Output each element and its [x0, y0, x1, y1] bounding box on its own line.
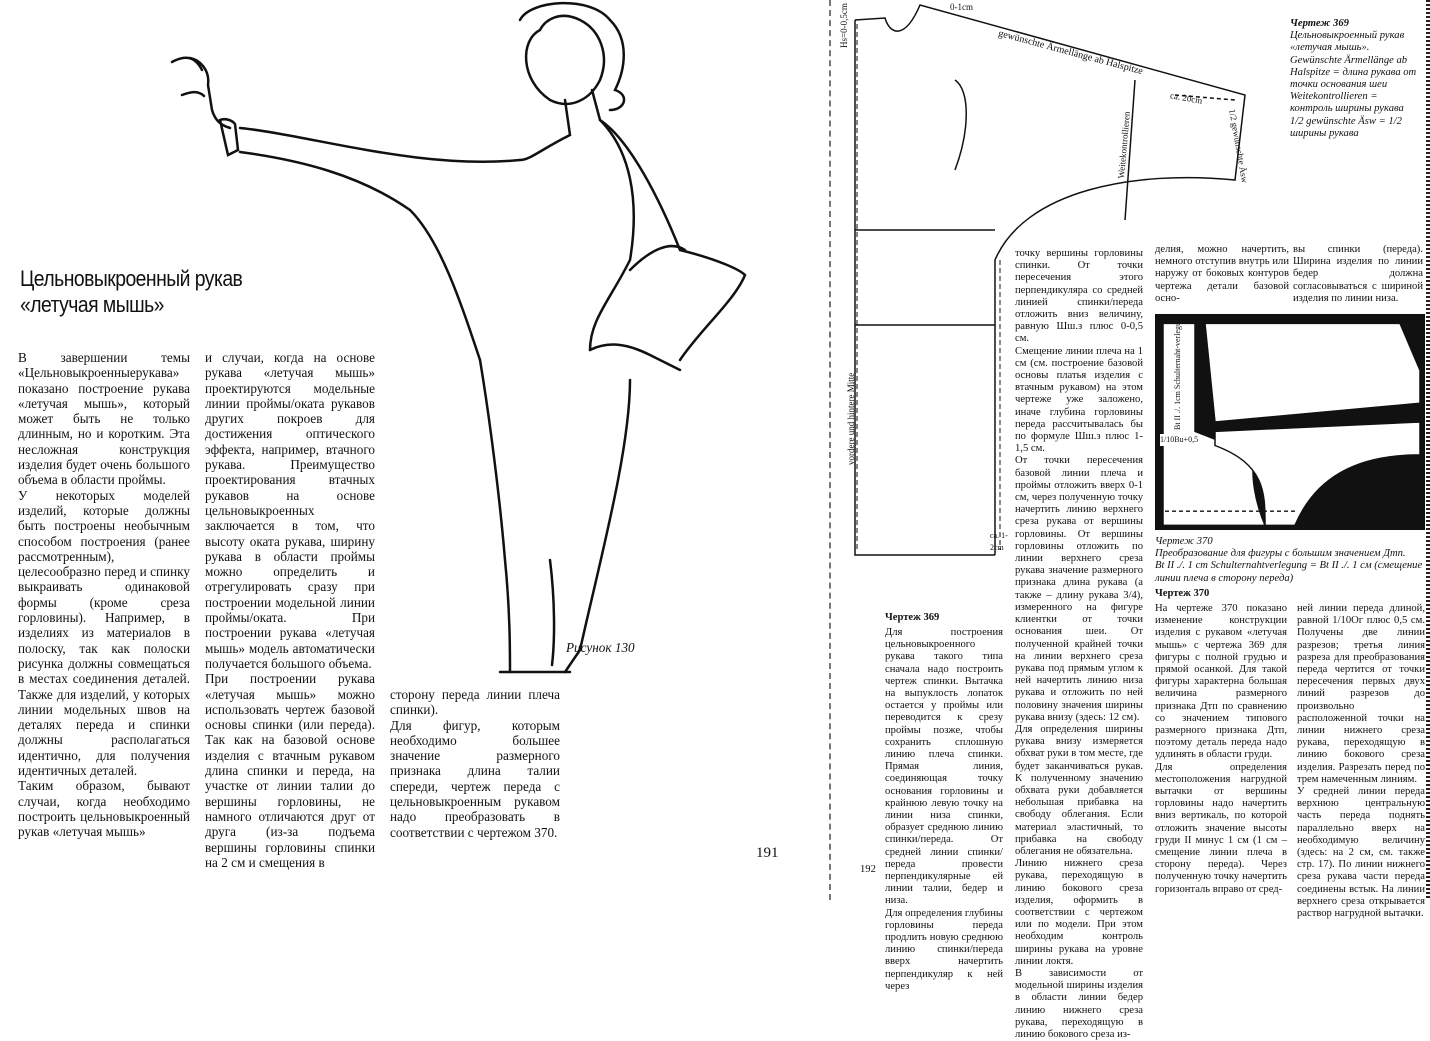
- section-heading-370: Чертеж 370: [1155, 588, 1210, 599]
- right-column-b: [1155, 244, 1289, 305]
- figure-caption: Рисунок 130: [566, 640, 635, 655]
- section-369-column: [885, 627, 1003, 993]
- label-shoulder: 0-1cm: [950, 2, 973, 12]
- pattern-drawing-370: [1155, 314, 1425, 530]
- label-20cm: ca. 20cm: [1169, 90, 1204, 106]
- paragraph: Для определения глубины горловины переда продлить новую среднюю линию спинки/переда вверх начертить перпендикуляр к ней через: [885, 907, 1003, 992]
- caption-line: Преобразование для фигуры с большим значением Дтп.: [1155, 548, 1406, 560]
- section-heading-369: Чертеж 369: [885, 612, 940, 623]
- caption-line: Gewünschte Ärmellänge ab Halspitze = длина рукава от точки основания шеи: [1290, 54, 1417, 91]
- paragraph: От точки пересечения базовой линии плеча и проймы отложить вверх 0-1 см, через полученную точку начертить линию верхнего среза рукава от вершины горловины. От вершины горловины отложить по линии верхнего среза рукава значение размерного признака длина рукава (а также – длину рукава 3/4), измеренного на фигуре клиентки от точки основания шеи. От полученной крайней точки на линии верхнего среза рукава под прямым углом к ней начертить линию низа рукава и отложить по ней половину значения ширины рукава внизу (здесь: 12 см).: [1015, 455, 1143, 723]
- label-asw: 1/2 gewünschte Äsw: [1227, 108, 1251, 184]
- page-gutter: [829, 0, 831, 900]
- page-number: 192: [860, 864, 876, 875]
- paragraph: и случаи, когда на основе рукава «летучая мышь» проектируются модельные линии проймы/оката рукавов других покроев для достижения оптического эффекта, например, втачного рукава. Преимущество проектирования втачных рукавов на основе цельновыкроенных заключается в том, что высоту оката рукава, ширину рукава в области проймы можно определить и отрегулировать сразу при построении модельной линии проймы/оката. При построении рукава «летучая мышь» модель автоматически получается большого объема.: [205, 350, 375, 671]
- page-edge: [1426, 0, 1430, 900]
- paragraph: Для определения местоположения нагрудной вытачки от вершины горловины надо начертить вниз вертикаль, по которой отложить значение высоты груди II минус 1 см (1 см – смещение линии плеча в сторону переда). Через полученную точку начертить горизонталь вправо от сред-: [1155, 761, 1287, 895]
- caption-line: Weitekontrollieren = контроль ширины рукава: [1290, 91, 1404, 115]
- paragraph: ней линии переда длиной, равной 1/10Ог плюс 0,5 см. Получены две линии разрезов; третья линия разреза для преобразования переда чертится от точки пересечения первых двух линий разрезов до произвольно расположенной точки на линии нижнего среза рукава, переходящую в линию бокового среза изделия. Разрезать перед по трем намеченным линиям.: [1297, 603, 1425, 785]
- caption-title: Чертеж 369: [1290, 18, 1349, 29]
- caption-line: Bt II ./. 1 cm Schulternahtverlegung = Bt II ./. 1 см (смещение линии плеча в сторону переда): [1155, 560, 1423, 584]
- caption-369: [1290, 18, 1420, 140]
- fashion-sketch-illustration: [160, 0, 760, 690]
- caption-370: [1155, 536, 1425, 585]
- paragraph: В зависимости от модельной ширины изделия в области линии бедер линию нижнего среза рукава, переходящую в линию бокового среза из-: [1015, 967, 1143, 1040]
- section-370-column-1: [1155, 603, 1287, 896]
- right-column-c: [1293, 244, 1423, 305]
- label-weite: Weitekontrollieren: [1115, 111, 1132, 179]
- label-mid: 1/10Bu+0,5: [1160, 434, 1198, 446]
- title-line: «летучая мышь»: [20, 292, 164, 317]
- paragraph: В завершении темы «Цельновыкроенныерукава» показано построение рукава «летучая мышь», который может быть не только длинным, но и коротким. Эта несложная конструкция изделия будет очень большого объема в области проймы.: [18, 350, 190, 488]
- paragraph: делия, можно начертить, немного отступив внутрь или наружу от боковых контуров чертежа детали базовой осно-: [1155, 244, 1289, 304]
- paragraph: При построении рукава «летучая мышь» можно использовать чертеж базовой основы спинки (или переда). Так как на базовой основе изделия с втачным рукавом длина спинки и переда, на участке от линии талии до вершины горловины, не намного отличаются друг от друга (из-за подъема вершины горловины спинки на 2 см и смещения в: [205, 671, 375, 870]
- paragraph: Линию нижнего среза рукава, переходящую в линию бокового среза изделия, оформить в соответствии с чертежом или по модели. При этом необходим контроль ширины рукава на уровне линии локтя.: [1015, 858, 1143, 967]
- section-370-column-2: [1297, 603, 1425, 920]
- title-line: Цельновыкроенный рукав: [20, 266, 243, 291]
- caption-title: Чертеж 370: [1155, 536, 1213, 547]
- page-number: 191: [756, 845, 779, 861]
- paragraph: вы спинки (переда). Ширина изделия по линии бедер должна согласовываться с шириной изделия по линии низа.: [1293, 244, 1423, 304]
- paragraph: точку вершины горловины спинки. От точки пересечения этого перпендикуляра со средней линией спинки/переда отложить вниз величину, равную Шш.з плюс 0-0,5 см.: [1015, 248, 1143, 345]
- paragraph: Для построения цельновыкроенного рукава такого типа сначала надо построить чертеж спинки. Вытачка на выпуклость лопаток остается у проймы или переводится к срезу проймы позже, чтобы сохранить сплошную линию плеча спинки. Прямая линия, соединяющая точку основания горловины и крайнюю левую точку на линии низа спинки, образует среднюю линию спинки/переда. От средней линии спинки/переда провести перпендикулярные ей линии талии, бедер и низа.: [885, 627, 1003, 907]
- caption-line: 1/2 gewünschte Äsw = 1/2 ширины рукава: [1290, 115, 1402, 139]
- paragraph: На чертеже 370 показано изменение конструкции изделия с рукавом «летучая мышь» с чертежа 369 для фигуры с полной грудью и прямой осанкой. Для такой фигуры характерна большая величина размерного признака Дтп по сравнению со значением типового размерного признака Дтп, поэтому деталь переда надо удлинять в области груди.: [1155, 603, 1287, 761]
- paragraph: Таким образом, бывают случаи, когда необходимо построить цельновыкроенный рукав «летучая мышь»: [18, 778, 190, 840]
- paragraph: Смещение линии плеча на 1 см (см. построение базовой основы платья изделия с втачным рукавом) на этом чертеже уже заложено, иначе глубина горловины переда рассчитывалась бы по формуле Шш.з плюс 1-1,5 см.: [1015, 345, 1143, 455]
- label-center: vordere und hintere Mitte: [846, 372, 856, 465]
- label-hs: Hs=0-0,5cm: [839, 3, 849, 48]
- paragraph: сторону переда линии плеча спинки).: [390, 687, 560, 718]
- paragraph: У средней линии переда верхнюю центральную часть переда поднять параллельно вверх на необходимую величину (здесь: на 2 см, см. также стр. 17). По линии нижнего среза рукава части переда соединены встык. На линии верхнего среза открывается раствор нагрудной вытачки.: [1297, 786, 1425, 920]
- left-column-3: [390, 687, 560, 840]
- label-shift: Bt II ./. 1cm Schulternaht-verlegung: [1173, 314, 1182, 430]
- caption-line: Цельновыкроенный рукав «летучая мышь».: [1290, 30, 1405, 54]
- paragraph: У некоторых моделей изделий, которые должны быть построены необычным способом построения (ранее рассмотренным), целесообразно перед и спинку выкраивать одинаковой формы (кроме среза горловины). Например, в изделиях из материалов в полоску, так как полоски рисунка должны совмещаться в местах соединения деталей. Также для изделий, у которых линии модельных швов на деталях переда и спинки должны располагаться идентично, для получения идентичных деталей.: [18, 487, 190, 779]
- paragraph: Для фигур, которым необходимо большее значение размерного признака длина талии спереди, чертеж переда с цельновыкроенным рукавом надо преобразовать в соответствии с чертежом 370.: [390, 717, 560, 840]
- right-column-a: [1015, 248, 1143, 1041]
- label-sleeve-length: gewünschte Ärmellänge ab Halspitze: [997, 28, 1145, 78]
- label-hem: ca. 1-2cm: [990, 531, 1008, 553]
- paragraph: Для определения ширины рукава внизу измеряется обхват руки в том месте, где будет заканчиваться рукав. К полученному значению обхвата руки добавляется небольшая прибавка на свободу облегания. Если материал эластичный, то прибавка на свободу облегания не обязательна.: [1015, 723, 1143, 857]
